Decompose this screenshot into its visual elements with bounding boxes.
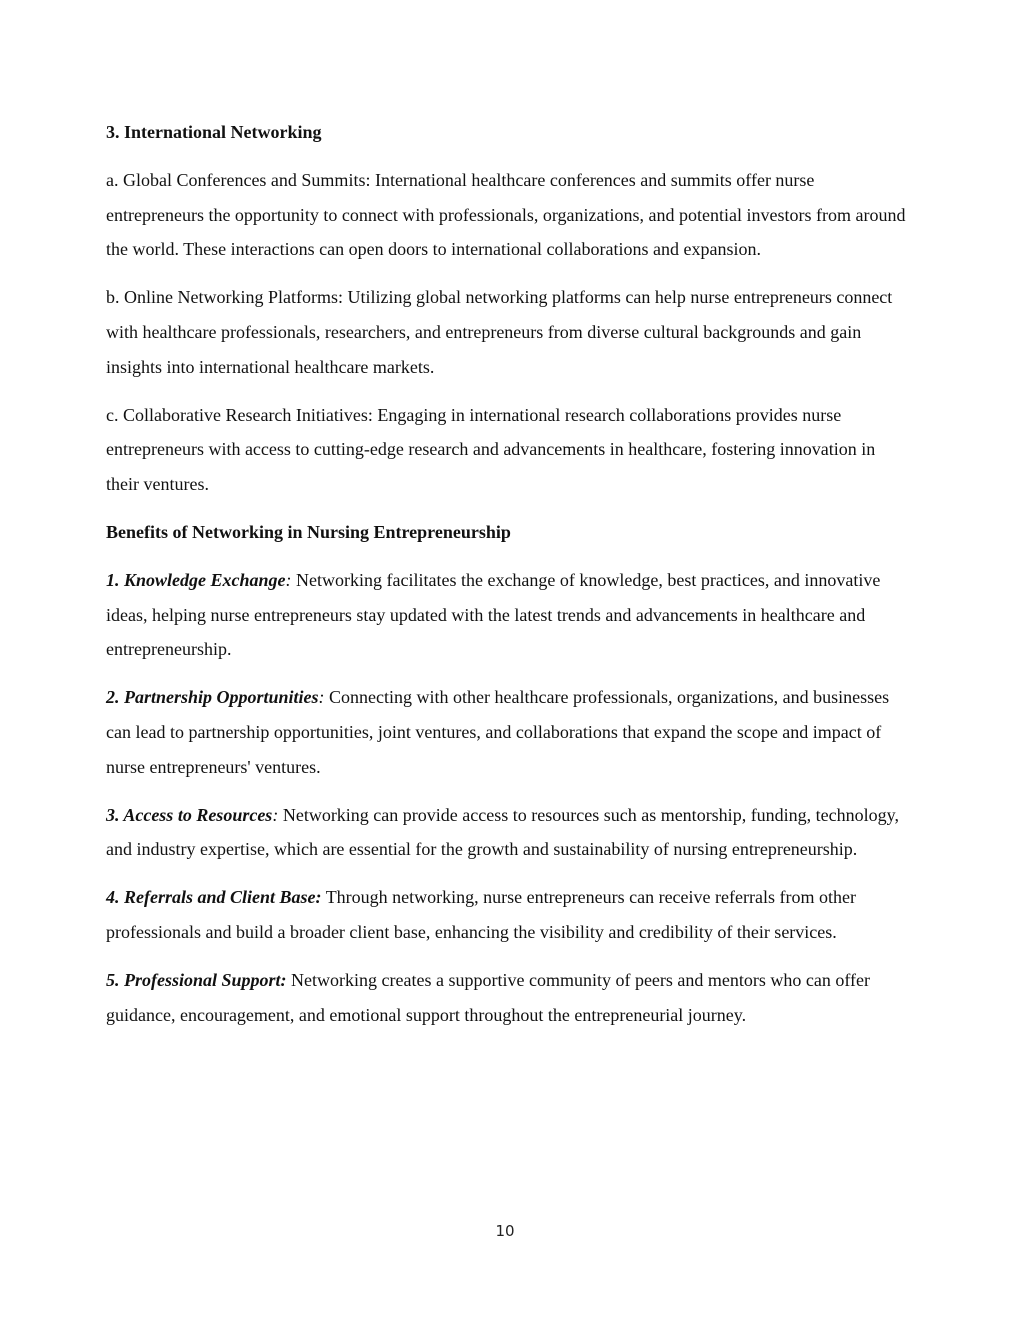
benefit-colon: :: [285, 569, 292, 590]
benefit-title: 3. Access to Resources: [106, 804, 273, 825]
section-heading-benefits: Benefits of Networking in Nursing Entrepreneurship: [106, 521, 511, 542]
benefit-partnership-opportunities: [106, 680, 906, 784]
benefit-title: 2. Partnership Opportunities: [106, 687, 319, 708]
paragraph-collaborative-research: c. Collaborative Research Initiatives: Engaging in international research collaborations provides nurse entrepreneurs with access to cutting-edge research and advancements in healthcare, fostering innovation in their ventures.: [106, 404, 876, 495]
paragraph-global-conferences: a. Global Conferences and Summits: International healthcare conferences and summits offer nurse entrepreneurs the opportunity to connect with professionals, organizations, and potential investors from around the world. These interactions can open doors to international collaborations and expansion.: [106, 169, 906, 260]
page-number: 10: [495, 1222, 515, 1240]
benefit-colon: :: [318, 687, 325, 708]
benefit-text: Through networking, nurse entrepreneurs can receive referrals from other professionals and build a broader client base, enhancing the visibility and credibility of their services.: [106, 887, 856, 942]
paragraph-online-networking: b. Online Networking Platforms: Utilizing global networking platforms can help nurse entrepreneurs connect with healthcare professionals, researchers, and entrepreneurs from diverse cultural backgrounds and gain insights into international healthcare markets.: [106, 287, 893, 377]
benefit-referrals-client-base: [106, 880, 906, 950]
benefit-text: Networking can provide access to resources such as mentorship, funding, technology, and industry expertise, which are essential for the growth and sustainability of nursing entrepreneurship.: [106, 804, 899, 860]
section-heading-international-networking: 3. International Networking: [106, 122, 322, 142]
page-content: [106, 115, 906, 1045]
benefit-knowledge-exchange: [106, 563, 906, 667]
benefit-access-to-resources: [106, 798, 906, 868]
benefit-text: Networking creates a supportive community of peers and mentors who can offer guidance, encouragement, and emotional support throughout the entrepreneurial journey.: [106, 969, 871, 1025]
benefit-professional-support: [106, 963, 906, 1033]
benefit-title: 4. Referrals and Client Base:: [106, 887, 322, 908]
benefit-title: 5. Professional Support:: [106, 969, 287, 990]
benefit-title: 1. Knowledge Exchange: [106, 569, 286, 590]
benefit-colon: :: [272, 804, 279, 825]
benefit-text: Networking facilitates the exchange of knowledge, best practices, and innovative ideas, helping nurse entrepreneurs stay updated with the latest trends and advancements in healthcare and entrepreneurship.: [106, 569, 881, 660]
benefit-text: Connecting with other healthcare professionals, organizations, and businesses can lead to partnership opportunities, joint ventures, and collaborations that expand the scope and impact of nurse entrepreneurs' ventures.: [106, 687, 890, 777]
